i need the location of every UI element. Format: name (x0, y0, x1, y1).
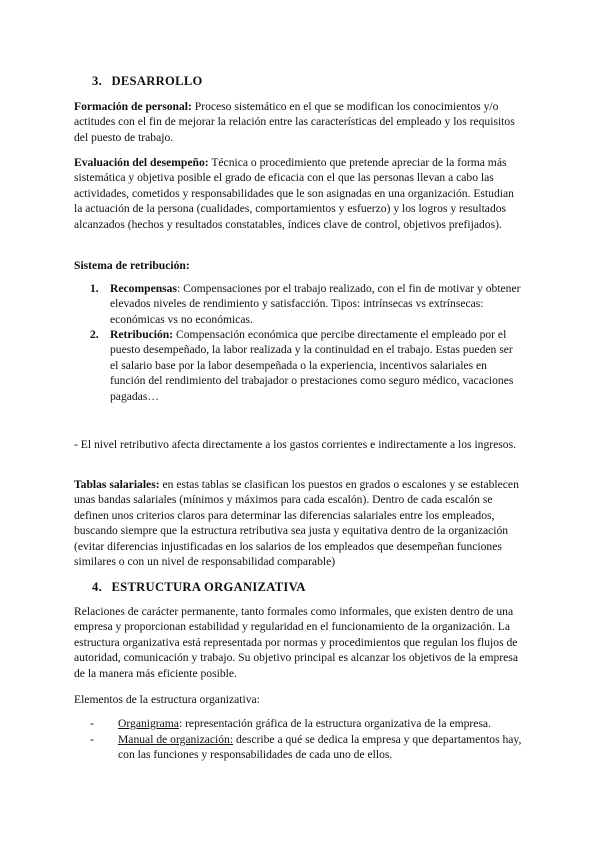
term-manual: Manual de organización: (118, 733, 234, 746)
text-organigrama: : representación gráfica de la estructura organizativa de la empresa. (178, 717, 491, 730)
dash-bullet: - (90, 717, 94, 730)
text-formacion: Proceso sistemático en el que se modifican los conocimientos y/o actitudes con el fin de mejorar la relación entre las características del empleado y los requisitos del puesto de trabajo. (74, 100, 515, 144)
term-formacion: Formación de personal: (74, 100, 192, 113)
term-tablas: Tablas salariales: (74, 478, 160, 491)
elementos-heading: Elementos de la estructura organizativa: (74, 693, 260, 706)
text-recompensas: : Compensaciones por el trabajo realizado, con el fin de motivar y obtener elevados niveles de rendimiento y satisfacción. Tipos: intrínsecas vs extrínsecas: económicas vs no económicas. (110, 282, 521, 326)
term-retribucion: Retribución: (110, 328, 174, 341)
list-item-retribucion (90, 327, 522, 404)
term-organigrama: Organigrama (118, 717, 179, 730)
paragraph-evaluacion (74, 155, 522, 232)
retribucion-heading: Sistema de retribución: (74, 259, 190, 272)
term-evaluacion: Evaluación del desempeño: (74, 156, 209, 169)
dash-bullet: - (90, 733, 94, 746)
term-recompensas: Recompensas (110, 282, 177, 295)
list-item-organigrama (90, 716, 522, 731)
section-title: DESARROLLO (111, 74, 203, 88)
paragraph-relaciones: Relaciones de carácter permanente, tanto formales como informales, que existen dentro de una empresa y proporcionan estabilidad y regularidad en el funcionamiento de la organización. La estructura organizativa está representada por normas y procedimientos que regulan los flujos de autoridad, comunicación y trabajo. Su objetivo principal es alcanzar los objetivos de la empresa de la manera más eficiente posible. (74, 605, 518, 680)
section-number: 4. (92, 580, 103, 594)
paragraph-nivel-retributivo: - El nivel retributivo afecta directamente a los gastos corrientes e indirectamente a los ingresos. (74, 438, 517, 451)
paragraph-tablas-salariales (74, 477, 522, 569)
list-number: 1. (90, 282, 99, 295)
text-manual: describe a qué se dedica la empresa y que departamentos hay, con las funciones y responsabilidades de cada uno de ellos. (118, 733, 522, 762)
text-evaluacion: Técnica o procedimiento que pretende apreciar de la forma más sistemática y objetiva posible el grado de eficacia con el que las personas llevan a cabo las actividades, cometidos y responsabilidades que le son asignadas en una organización. Estudian la actuación de la persona (cualidades, comportamientos y esfuerzo) y los logros y resultados alcanzados (hechos y resultados constatables, índices clave de control, objetivos prefijados). (74, 156, 514, 231)
section-heading-estructura (92, 580, 540, 595)
text-retribucion: Compensación económica que percibe directamente el empleado por el puesto desempeñado, la labor realizada y la continuidad en el trabajo. Estas pueden ser el salario base por la labor desempeñada o la experiencia, incentivos salariales en función del rendimiento del trabajador o prestaciones como seguro médico, vacaciones pagadas… (110, 328, 514, 403)
list-item-recompensas (90, 281, 522, 327)
section-title: ESTRUCTURA ORGANIZATIVA (111, 580, 306, 594)
section-heading-desarrollo (92, 74, 540, 89)
paragraph-formacion (74, 99, 522, 145)
section-number: 3. (92, 74, 103, 88)
list-item-manual (90, 732, 522, 763)
list-number: 2. (90, 328, 99, 341)
text-tablas: en estas tablas se clasifican los puestos en grados o escalones y se establecen unas bandas salariales (mínimos y máximos para cada escalón). Dentro de cada escalón se definen unos criterios claros para determinar las diferencias salariales entre los empleados, buscando siempre que la estructura retributiva sea justa y equitativa dentro de la organización (evitar diferencias injustificadas en los salarios de los empleados que desempeñan funciones similares o con un nivel de responsabilidad comparable) (74, 478, 519, 569)
